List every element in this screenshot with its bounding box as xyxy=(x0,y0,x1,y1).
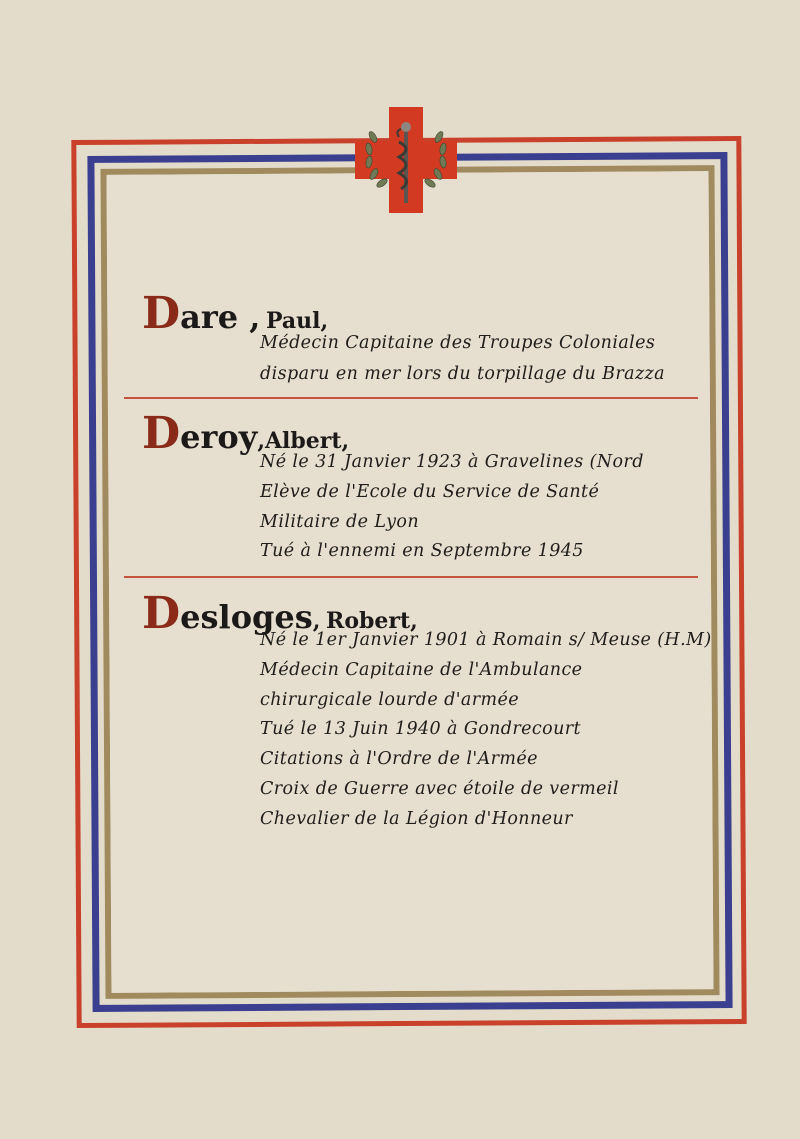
entry-line: Militaire de Lyon xyxy=(260,512,419,532)
red-cross-emblem-icon xyxy=(355,107,457,213)
name-separator: , xyxy=(238,298,261,336)
name-separator: , xyxy=(257,428,265,454)
entry-line: chirurgicale lourde d'armée xyxy=(260,690,520,710)
entry-line: Né le 1er Janvier 1901 à Romain s/ Meuse (H.M) xyxy=(260,630,712,650)
entry-line: Né le 31 Janvier 1923 à Gravelines (Nord xyxy=(260,452,644,472)
surname: are xyxy=(180,298,239,336)
first-name: Paul, xyxy=(265,308,329,334)
surname-initial: D xyxy=(142,288,181,339)
entry-line: disparu en mer lors du torpillage du Brazza xyxy=(260,364,666,384)
entry-line: Citations à l'Ordre de l'Armée xyxy=(260,749,538,769)
entry-name-dare xyxy=(142,288,328,339)
surname: esloges xyxy=(180,598,313,636)
divider-rule xyxy=(124,397,698,399)
surname-initial: D xyxy=(142,588,181,639)
surname-initial: D xyxy=(142,408,181,459)
first-name: Albert, xyxy=(264,428,350,454)
entry-line: Elève de l'Ecole du Service de Santé xyxy=(260,482,600,502)
entry-line: Chevalier de la Légion d'Honneur xyxy=(260,809,573,829)
divider-rule xyxy=(124,576,698,578)
entry-line: Médecin Capitaine des Troupes Coloniales xyxy=(260,333,656,353)
entry-line: Tué le 13 Juin 1940 à Gondrecourt xyxy=(260,719,581,739)
entry-line: Tué à l'ennemi en Septembre 1945 xyxy=(260,541,584,561)
entry-line: Médecin Capitaine de l'Ambulance xyxy=(260,660,583,680)
entry-line: Croix de Guerre avec étoile de vermeil xyxy=(260,779,619,799)
surname: eroy xyxy=(180,418,258,456)
first-name: Robert, xyxy=(326,608,418,634)
name-separator: , xyxy=(312,608,321,634)
